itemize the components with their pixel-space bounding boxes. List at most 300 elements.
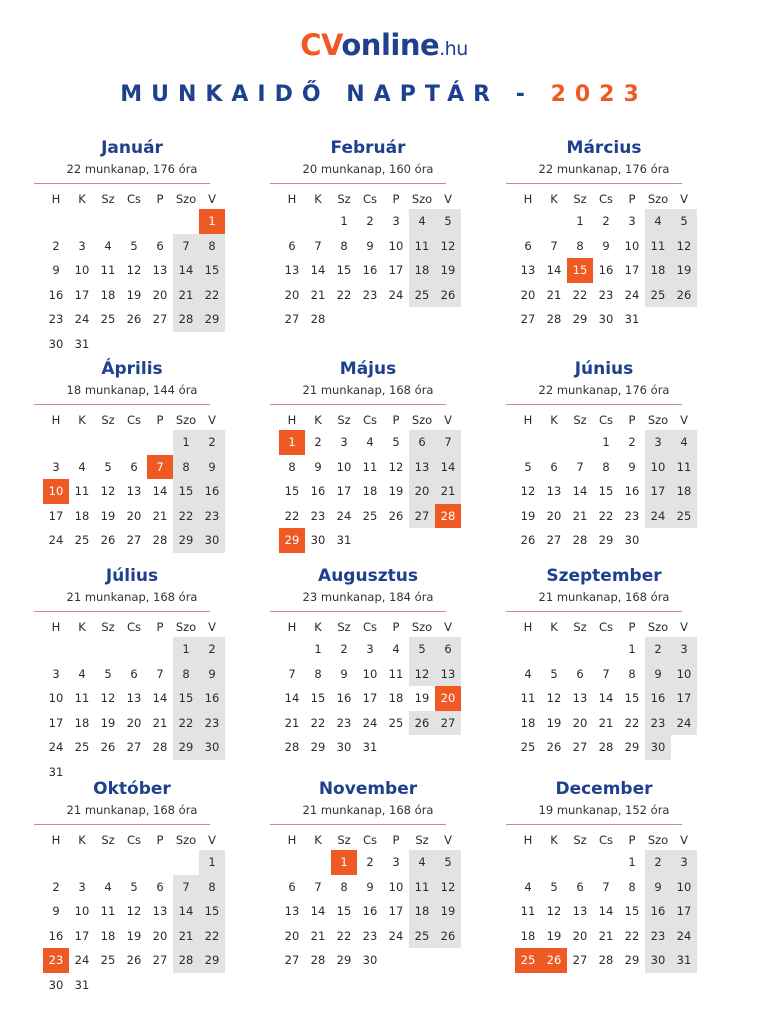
work-day: 10	[624, 238, 640, 253]
work-day: 4	[392, 642, 400, 656]
weekend-day: 3	[654, 435, 662, 449]
weekend-day: 23	[650, 715, 666, 730]
weekday-header: V	[444, 620, 452, 634]
work-day: 2	[366, 214, 374, 228]
work-day: 6	[130, 666, 138, 681]
work-day: 24	[74, 953, 90, 967]
weekday-header: Cs	[126, 833, 142, 847]
work-day: 11	[520, 904, 536, 918]
work-day: 11	[362, 459, 378, 474]
weekend-day: 7	[182, 238, 190, 253]
weekday-header: P	[156, 192, 164, 206]
work-day: 6	[156, 238, 164, 253]
work-day: 3	[52, 666, 60, 681]
work-day: 28	[284, 740, 300, 754]
month-name: Január	[101, 138, 163, 158]
work-day: 5	[392, 435, 400, 449]
work-day: 28	[152, 740, 168, 754]
work-day: 2	[314, 435, 322, 449]
weekend-day: 26	[676, 287, 692, 302]
work-day: 28	[546, 312, 562, 326]
work-day: 17	[388, 904, 404, 918]
month-workday-summary: 23 munkanap, 184 óra	[302, 590, 434, 604]
work-day: 29	[598, 533, 614, 547]
weekend-day: 21	[178, 287, 194, 302]
weekday-header: H	[51, 413, 61, 427]
weekday-header: Szo	[647, 413, 669, 427]
weekend-day: 30	[204, 740, 220, 754]
weekday-header: V	[208, 192, 216, 206]
work-day: 1	[576, 214, 584, 228]
work-day: 15	[310, 691, 326, 705]
weekday-header: Sz	[573, 192, 587, 206]
month-name: Március	[566, 138, 642, 158]
weekend-day: 4	[680, 435, 688, 449]
weekend-day: 21	[178, 928, 194, 943]
work-day: 5	[550, 879, 558, 894]
weekday-header: Sz	[101, 833, 115, 847]
weekday-header: Sz	[573, 413, 587, 427]
weekend-day: 1	[182, 435, 190, 449]
work-day: 8	[602, 459, 610, 474]
work-day: 3	[340, 435, 348, 449]
work-day: 6	[156, 879, 164, 894]
work-day: 16	[624, 484, 640, 498]
work-day: 28	[572, 533, 588, 547]
weekday-header: Szo	[175, 413, 197, 427]
work-day: 1	[340, 214, 348, 228]
work-day: 21	[310, 928, 326, 943]
weekend-day: 8	[208, 238, 216, 253]
weekday-header: K	[78, 413, 86, 427]
weekend-day: 9	[208, 459, 216, 474]
weekday-header: Cs	[126, 192, 142, 206]
weekday-header: V	[444, 833, 452, 847]
holiday-day: 25	[515, 948, 541, 973]
work-day: 3	[392, 855, 400, 869]
month-divider	[34, 611, 210, 612]
work-day: 5	[550, 666, 558, 681]
month-június	[486, 359, 722, 595]
weekend-day: 29	[178, 740, 194, 754]
weekend-day: 6	[444, 642, 452, 656]
month-október	[14, 779, 250, 1015]
weekend-day: 9	[208, 666, 216, 681]
work-day: 9	[602, 238, 610, 253]
work-day: 14	[310, 263, 326, 277]
weekend-day: 5	[680, 214, 688, 228]
work-day: 19	[126, 928, 142, 943]
weekday-header: K	[314, 833, 322, 847]
holiday-day: 10	[43, 479, 69, 504]
weekday-header: Cs	[126, 413, 142, 427]
work-day: 8	[314, 666, 322, 681]
work-day: 14	[598, 904, 614, 918]
weekend-day: 11	[650, 238, 666, 253]
weekday-header: V	[208, 620, 216, 634]
weekend-day: 29	[204, 953, 220, 967]
work-day: 26	[100, 740, 116, 754]
weekday-header: Sz	[415, 833, 429, 847]
weekend-day: 5	[444, 214, 452, 228]
weekend-day: 25	[650, 287, 666, 302]
weekend-day: 29	[204, 312, 220, 326]
work-day: 15	[624, 904, 640, 918]
weekend-day: 13	[440, 666, 456, 681]
work-day: 2	[628, 435, 636, 449]
weekday-header: Sz	[337, 413, 351, 427]
weekday-header: K	[314, 413, 322, 427]
work-day: 24	[362, 715, 378, 730]
weekend-day: 27	[414, 508, 430, 523]
work-day: 18	[520, 928, 536, 943]
work-day: 26	[126, 312, 142, 326]
weekday-header: Szo	[175, 192, 197, 206]
work-day: 19	[100, 715, 116, 730]
work-day: 13	[520, 263, 536, 277]
month-augusztus	[250, 566, 486, 802]
weekend-day: 7	[182, 879, 190, 894]
work-day: 16	[48, 928, 64, 943]
work-day: 18	[74, 715, 90, 730]
work-day: 2	[602, 214, 610, 228]
work-day: 7	[602, 666, 610, 681]
weekend-day: 28	[178, 953, 194, 967]
month-workday-summary: 21 munkanap, 168 óra	[66, 803, 198, 817]
month-workday-summary: 22 munkanap, 176 óra	[538, 162, 670, 176]
work-day: 6	[288, 879, 296, 894]
work-day: 21	[152, 715, 168, 730]
weekend-day: 15	[204, 904, 220, 918]
holiday-day: 7	[147, 455, 173, 480]
weekday-header: K	[550, 413, 558, 427]
work-day: 20	[152, 287, 168, 302]
work-day: 20	[284, 287, 300, 302]
work-day: 25	[74, 533, 90, 547]
work-day: 3	[78, 879, 86, 894]
work-day: 31	[362, 740, 378, 754]
weekend-day: 7	[444, 435, 452, 449]
weekend-day: 4	[654, 214, 662, 228]
work-day: 17	[48, 715, 64, 730]
work-day: 22	[284, 508, 300, 523]
weekend-day: 1	[208, 855, 216, 869]
work-day: 27	[152, 312, 168, 326]
work-day: 8	[288, 459, 296, 474]
work-day: 27	[572, 953, 588, 967]
weekend-day: 15	[178, 484, 194, 498]
weekday-header: P	[628, 413, 636, 427]
work-day: 12	[126, 904, 142, 918]
work-day: 20	[520, 287, 536, 302]
weekend-day: 2	[654, 642, 662, 656]
work-day: 26	[388, 508, 404, 523]
work-day: 9	[52, 904, 60, 918]
weekend-day: 15	[178, 691, 194, 705]
month-május	[250, 359, 486, 595]
work-day: 4	[78, 666, 86, 681]
work-day: 18	[388, 691, 404, 705]
weekday-header: Sz	[337, 620, 351, 634]
weekend-day: 17	[650, 484, 666, 498]
weekday-header: Sz	[573, 833, 587, 847]
work-day: 20	[284, 928, 300, 943]
weekday-header: H	[51, 620, 61, 634]
weekend-day: 26	[440, 928, 456, 943]
work-day: 24	[388, 928, 404, 943]
weekday-header: Cs	[362, 833, 378, 847]
weekday-header: Sz	[337, 833, 351, 847]
weekday-header: H	[51, 192, 61, 206]
work-day: 26	[520, 533, 536, 547]
weekday-header: Szo	[647, 620, 669, 634]
work-day: 22	[336, 928, 352, 943]
weekday-header: K	[78, 833, 86, 847]
weekend-day: 4	[418, 214, 426, 228]
work-day: 20	[126, 715, 142, 730]
work-day: 3	[628, 214, 636, 228]
weekend-day: 3	[680, 855, 688, 869]
work-day: 8	[576, 238, 584, 253]
weekend-day: 15	[204, 263, 220, 277]
work-day: 25	[100, 312, 116, 326]
weekday-header: H	[287, 620, 297, 634]
work-day: 24	[48, 533, 64, 547]
weekend-day: 10	[676, 879, 692, 894]
weekday-header: K	[78, 620, 86, 634]
weekday-header: P	[156, 413, 164, 427]
work-day: 14	[310, 904, 326, 918]
work-day: 19	[100, 508, 116, 523]
weekday-header: P	[156, 833, 164, 847]
weekend-day: 16	[204, 691, 220, 705]
month-divider	[34, 183, 210, 184]
work-day: 31	[74, 336, 90, 351]
work-day: 25	[388, 715, 404, 730]
work-day: 13	[546, 484, 562, 498]
weekend-day: 27	[440, 715, 456, 730]
work-day: 29	[624, 740, 640, 754]
work-day: 18	[100, 928, 116, 943]
weekday-header: Cs	[362, 620, 378, 634]
work-day: 21	[546, 287, 562, 302]
work-day: 5	[104, 666, 112, 681]
work-day: 25	[100, 953, 116, 967]
month-január	[14, 138, 250, 374]
work-day: 8	[628, 666, 636, 681]
month-szeptember	[486, 566, 722, 802]
work-day: 21	[598, 928, 614, 943]
work-day: 12	[100, 691, 116, 705]
work-day: 30	[310, 533, 326, 547]
work-day: 16	[336, 691, 352, 705]
work-day: 6	[550, 459, 558, 474]
work-day: 29	[624, 953, 640, 967]
weekday-header: Cs	[362, 192, 378, 206]
weekday-header: Cs	[598, 192, 614, 206]
work-day: 15	[624, 691, 640, 705]
page-title	[0, 82, 768, 107]
work-day: 7	[156, 666, 164, 681]
work-day: 23	[624, 508, 640, 523]
work-day: 26	[546, 740, 562, 754]
work-day: 19	[388, 484, 404, 498]
weekend-day: 2	[208, 435, 216, 449]
weekend-day: 18	[414, 263, 430, 277]
weekday-header: V	[208, 413, 216, 427]
work-day: 8	[340, 238, 348, 253]
weekday-header: V	[444, 192, 452, 206]
work-day: 28	[598, 740, 614, 754]
work-day: 18	[100, 287, 116, 302]
work-day: 25	[362, 508, 378, 523]
weekend-day: 3	[680, 642, 688, 656]
work-day: 25	[520, 740, 536, 754]
work-day: 21	[152, 508, 168, 523]
weekend-day: 19	[676, 263, 692, 277]
work-day: 2	[366, 855, 374, 869]
work-day: 26	[100, 533, 116, 547]
weekday-header: Cs	[598, 833, 614, 847]
weekday-header: V	[680, 413, 688, 427]
work-day: 22	[598, 508, 614, 523]
month-divider	[34, 824, 210, 825]
work-day: 13	[152, 904, 168, 918]
work-day: 12	[546, 904, 562, 918]
work-day: 11	[74, 691, 90, 705]
weekday-header: K	[314, 620, 322, 634]
weekend-day: 26	[414, 715, 430, 730]
work-day: 22	[624, 715, 640, 730]
weekend-day: 14	[178, 904, 194, 918]
work-day: 27	[572, 740, 588, 754]
weekday-header: K	[550, 620, 558, 634]
work-day: 14	[572, 484, 588, 498]
work-day: 9	[314, 459, 322, 474]
work-day: 15	[336, 263, 352, 277]
work-day: 31	[74, 977, 90, 992]
work-day: 4	[524, 666, 532, 681]
work-day: 17	[388, 263, 404, 277]
holiday-day: 26	[541, 948, 567, 973]
weekend-day: 19	[440, 904, 456, 918]
weekend-day: 10	[676, 666, 692, 681]
work-day: 28	[310, 953, 326, 967]
weekend-day: 2	[208, 642, 216, 656]
weekend-day: 25	[414, 287, 430, 302]
weekday-header: V	[444, 413, 452, 427]
month-március	[486, 138, 722, 374]
work-day: 23	[310, 508, 326, 523]
weekend-day: 8	[182, 666, 190, 681]
weekend-day: 23	[650, 928, 666, 943]
month-divider	[270, 611, 446, 612]
work-day: 22	[310, 715, 326, 730]
weekend-day: 6	[418, 435, 426, 449]
weekday-header: H	[523, 192, 533, 206]
work-day: 29	[572, 312, 588, 326]
work-day: 16	[598, 263, 614, 277]
work-day: 19	[546, 928, 562, 943]
work-day: 21	[284, 715, 300, 730]
work-day: 11	[520, 691, 536, 705]
weekend-day: 30	[204, 533, 220, 547]
weekday-header: Sz	[101, 413, 115, 427]
work-day: 1	[628, 855, 636, 869]
work-day: 10	[74, 904, 90, 918]
work-day: 10	[388, 238, 404, 253]
weekday-header: Szo	[411, 192, 433, 206]
month-name: Július	[105, 566, 159, 586]
work-day: 11	[100, 263, 116, 277]
month-workday-summary: 21 munkanap, 168 óra	[302, 383, 434, 397]
weekend-day: 26	[440, 287, 456, 302]
weekend-day: 16	[204, 484, 220, 498]
holiday-day: 1	[279, 430, 305, 455]
work-day: 28	[310, 312, 326, 326]
weekday-header: Szo	[411, 620, 433, 634]
work-day: 7	[314, 879, 322, 894]
weekend-day: 17	[676, 904, 692, 918]
work-day: 18	[74, 508, 90, 523]
weekend-day: 23	[204, 715, 220, 730]
holiday-day: 20	[435, 686, 461, 711]
work-day: 23	[48, 312, 64, 326]
work-day: 13	[572, 691, 588, 705]
work-day: 27	[284, 312, 300, 326]
work-day: 25	[74, 740, 90, 754]
month-workday-summary: 21 munkanap, 168 óra	[66, 590, 198, 604]
work-day: 21	[598, 715, 614, 730]
weekend-day: 11	[414, 879, 430, 894]
weekday-header: K	[550, 192, 558, 206]
month-divider	[506, 824, 682, 825]
month-name: Augusztus	[318, 566, 418, 586]
month-december	[486, 779, 722, 1015]
work-day: 6	[576, 666, 584, 681]
month-workday-summary: 21 munkanap, 168 óra	[538, 590, 670, 604]
work-day: 8	[628, 879, 636, 894]
work-day: 24	[74, 312, 90, 326]
work-day: 19	[520, 508, 536, 523]
weekday-header: Szo	[411, 413, 433, 427]
month-workday-summary: 19 munkanap, 152 óra	[538, 803, 670, 817]
weekend-day: 13	[414, 459, 430, 474]
work-day: 11	[388, 666, 404, 681]
weekend-day: 23	[204, 508, 220, 523]
weekend-day: 30	[650, 740, 666, 754]
holiday-day: 1	[199, 209, 225, 234]
work-day: 13	[284, 904, 300, 918]
logo-cv: CV	[300, 28, 342, 62]
weekend-day: 10	[650, 459, 666, 474]
work-day: 10	[48, 691, 64, 705]
work-day: 17	[74, 287, 90, 302]
weekend-day: 18	[650, 263, 666, 277]
work-day: 10	[336, 459, 352, 474]
work-day: 17	[624, 263, 640, 277]
weekend-day: 28	[178, 312, 194, 326]
weekday-header: V	[208, 833, 216, 847]
work-day: 12	[546, 691, 562, 705]
work-day: 27	[520, 312, 536, 326]
work-day: 23	[336, 715, 352, 730]
month-workday-summary: 18 munkanap, 144 óra	[66, 383, 198, 397]
weekday-header: P	[392, 620, 400, 634]
weekend-day: 1	[182, 642, 190, 656]
work-day: 30	[598, 312, 614, 326]
weekday-header: Cs	[362, 413, 378, 427]
